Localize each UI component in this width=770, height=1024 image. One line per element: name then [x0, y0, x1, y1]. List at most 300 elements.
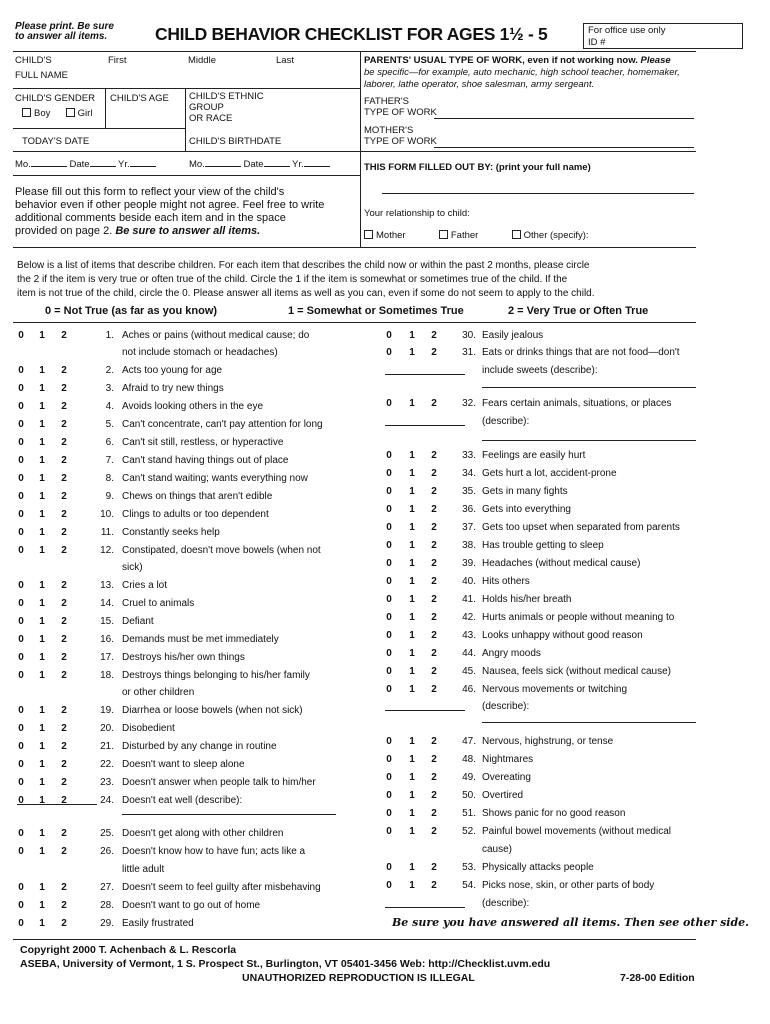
score-0[interactable]: 0: [386, 648, 392, 659]
score-2[interactable]: 2: [61, 670, 67, 681]
rel-father-checkbox[interactable]: [439, 230, 448, 239]
checklist-item-20: [14, 723, 354, 741]
score-1[interactable]: 1: [39, 527, 45, 538]
score-1[interactable]: 1: [39, 882, 45, 893]
item-number: 13.: [100, 580, 114, 591]
score-1[interactable]: 1: [409, 808, 415, 819]
item-text: Easily frustrated: [122, 918, 194, 929]
item-number: 33.: [462, 450, 476, 461]
todays-date-fields[interactable]: Mo. Date Yr.: [15, 158, 156, 170]
score-2[interactable]: 2: [431, 540, 437, 551]
score-2[interactable]: 2: [61, 795, 67, 806]
score-1[interactable]: 1: [39, 437, 45, 448]
score-1[interactable]: 1: [39, 383, 45, 394]
score-1[interactable]: 1: [409, 862, 415, 873]
score-0[interactable]: 0: [18, 509, 24, 520]
item-number: 8.: [105, 473, 114, 484]
checklist-item-13: [14, 580, 354, 598]
score-2[interactable]: 2: [431, 666, 437, 677]
score-0[interactable]: 0: [386, 790, 392, 801]
item-number: 51.: [462, 808, 476, 819]
score-1[interactable]: 1: [409, 754, 415, 765]
checklist-item-26: [14, 846, 354, 864]
item-number: 32.: [462, 398, 476, 409]
item-number: 12.: [100, 545, 114, 556]
score-0[interactable]: 0: [386, 862, 392, 873]
office-use-box: [583, 23, 743, 49]
score-2[interactable]: 2: [431, 450, 437, 461]
checklist-item-continuation: [14, 347, 354, 365]
checklist-item-14: [14, 598, 354, 616]
score-1[interactable]: 1: [39, 705, 45, 716]
score-2[interactable]: 2: [61, 846, 67, 857]
item-number: 31.: [462, 347, 476, 358]
score-1[interactable]: 1: [39, 491, 45, 502]
score-2[interactable]: 2: [61, 741, 67, 752]
score-0[interactable]: 0: [18, 777, 24, 788]
item-text: Gets too upset when separated from parents: [482, 522, 680, 533]
checklist-item-3: [14, 383, 354, 401]
score-0[interactable]: 0: [18, 882, 24, 893]
mother-work-field[interactable]: [434, 147, 694, 148]
checklist-item-23: [14, 777, 354, 795]
score-0[interactable]: 0: [386, 558, 392, 569]
score-2[interactable]: 2: [431, 486, 437, 497]
score-0[interactable]: 0: [386, 594, 392, 605]
score-0[interactable]: 0: [386, 576, 392, 587]
score-2[interactable]: 2: [431, 862, 437, 873]
instructions-below: Below is a list of items that describe children. For each item that describes the child now or within the past 2 months, please circle the 2 if the item is very true or often true of the child. Circle the 1 if the item is somewhat or sometimes true of the child. If the item is not true of the child, circle the 0. Please answer all items as well as you can, even if some do not seem to apply to the child.: [17, 260, 595, 299]
score-0[interactable]: 0: [18, 723, 24, 734]
relationship-options: Mother Father Other (specify):: [364, 230, 589, 241]
score-1[interactable]: 1: [409, 558, 415, 569]
score-0[interactable]: 0: [386, 347, 392, 358]
score-2[interactable]: 2: [431, 684, 437, 695]
middle-name-label: Middle: [188, 55, 216, 66]
score-0[interactable]: 0: [386, 880, 392, 891]
score-2[interactable]: 2: [61, 330, 67, 341]
score-1[interactable]: 1: [39, 777, 45, 788]
score-0[interactable]: 0: [18, 705, 24, 716]
checklist-item-50: [382, 790, 702, 808]
item-text: Fears certain animals, situations, or places: [482, 398, 672, 409]
parents-work-heading: PARENTS' USUAL TYPE OF WORK, even if not working now. Please: [364, 55, 671, 66]
item-number: 9.: [105, 491, 114, 502]
score-2[interactable]: 2: [431, 558, 437, 569]
score-2[interactable]: 2: [431, 522, 437, 533]
checklist-item-37: [382, 522, 702, 540]
score-2[interactable]: 2: [61, 419, 67, 430]
filled-by-field[interactable]: [382, 193, 694, 194]
score-2[interactable]: 2: [431, 772, 437, 783]
score-1[interactable]: 1: [409, 612, 415, 623]
item-text: Shows panic for no good reason: [482, 808, 626, 819]
score-2[interactable]: 2: [431, 880, 437, 891]
item-number: 7.: [105, 455, 114, 466]
birthdate-fields[interactable]: Mo. Date Yr.: [189, 158, 330, 170]
score-0[interactable]: 0: [386, 450, 392, 461]
score-1[interactable]: 1: [409, 398, 415, 409]
score-0[interactable]: 0: [18, 491, 24, 502]
score-2[interactable]: 2: [61, 828, 67, 839]
checklist-item-28: [14, 900, 354, 918]
score-2[interactable]: 2: [61, 365, 67, 376]
item-text: Disturbed by any change in routine: [122, 741, 277, 752]
score-1[interactable]: 1: [409, 540, 415, 551]
score-2[interactable]: 2: [61, 723, 67, 734]
item-number: 39.: [462, 558, 476, 569]
score-0[interactable]: 0: [18, 580, 24, 591]
score-2[interactable]: 2: [61, 383, 67, 394]
copyright: Copyright 2000 T. Achenbach & L. Rescorla: [20, 944, 237, 956]
edition: 7-28-00 Edition: [620, 972, 695, 984]
score-0[interactable]: 0: [18, 918, 24, 929]
item-text: Overeating: [482, 772, 531, 783]
checklist-item-19: [14, 705, 354, 723]
rel-mother-checkbox[interactable]: [364, 230, 373, 239]
score-1[interactable]: 1: [39, 741, 45, 752]
score-0[interactable]: 0: [386, 468, 392, 479]
describe-field[interactable]: [385, 701, 465, 711]
describe-field[interactable]: [385, 365, 465, 375]
score-2[interactable]: 2: [61, 455, 67, 466]
score-1[interactable]: 1: [409, 880, 415, 891]
score-2[interactable]: 2: [431, 576, 437, 587]
checklist-item-34: [382, 468, 702, 486]
score-1[interactable]: 1: [409, 504, 415, 515]
checklist-item-continuation: [382, 365, 702, 383]
checklist-item-40: [382, 576, 702, 594]
item-text: Constipated, doesn't move bowels (when not: [122, 545, 321, 556]
score-1[interactable]: 1: [409, 772, 415, 783]
item-number: 2.: [105, 365, 114, 376]
item-number: 45.: [462, 666, 476, 677]
item-number: 10.: [100, 509, 114, 520]
checklist-item-continuation: [382, 416, 702, 434]
score-1[interactable]: 1: [409, 826, 415, 837]
item-number: 27.: [100, 882, 114, 893]
item-number: 14.: [100, 598, 114, 609]
gender-options: Boy Girl: [22, 108, 92, 119]
checklist-item-42: [382, 612, 702, 630]
score-1[interactable]: 1: [39, 652, 45, 663]
item-text: Gets hurt a lot, accident-prone: [482, 468, 617, 479]
item-31-extra-line[interactable]: [482, 387, 696, 388]
item-text: Nightmares: [482, 754, 534, 765]
score-0[interactable]: 0: [386, 684, 392, 695]
score-2[interactable]: 2: [431, 398, 437, 409]
score-2[interactable]: 2: [431, 736, 437, 747]
item-text: Doesn't eat well (describe):: [122, 795, 243, 806]
item-number: 40.: [462, 576, 476, 587]
checklist-item-30: [382, 330, 702, 348]
instruction-note: [15, 22, 114, 42]
checklist-item-7: [14, 455, 354, 473]
item-number: 22.: [100, 759, 114, 770]
score-0[interactable]: 0: [386, 504, 392, 515]
score-0[interactable]: 0: [18, 365, 24, 376]
item-number: 5.: [105, 419, 114, 430]
score-0[interactable]: 0: [386, 826, 392, 837]
item-text: Doesn't want to sleep alone: [122, 759, 245, 770]
checklist-item-25: [14, 828, 354, 846]
instruction-line-1: Please print. Be sure: [15, 21, 114, 32]
score-2[interactable]: 2: [61, 473, 67, 484]
checklist-item-9: [14, 491, 354, 509]
describe-field[interactable]: [385, 416, 465, 426]
item-number: 38.: [462, 540, 476, 551]
item-24-extra-line[interactable]: [122, 814, 336, 815]
score-1[interactable]: 1: [39, 846, 45, 857]
item-text: (describe):: [482, 701, 530, 712]
score-2[interactable]: 2: [61, 777, 67, 788]
father-work-label: FATHER'S TYPE OF WORK: [364, 96, 437, 118]
score-2[interactable]: 2: [61, 652, 67, 663]
score-0[interactable]: 0: [18, 330, 24, 341]
score-0[interactable]: 0: [386, 772, 392, 783]
item-32-extra-line[interactable]: [482, 440, 696, 441]
score-0[interactable]: 0: [386, 330, 392, 341]
score-1[interactable]: 1: [409, 576, 415, 587]
score-2[interactable]: 2: [61, 527, 67, 538]
score-2[interactable]: 2: [61, 918, 67, 929]
score-1[interactable]: 1: [409, 666, 415, 677]
score-0[interactable]: 0: [386, 522, 392, 533]
score-0[interactable]: 0: [386, 612, 392, 623]
item-number: 34.: [462, 468, 476, 479]
score-2[interactable]: 2: [431, 330, 437, 341]
item-text: Looks unhappy without good reason: [482, 630, 643, 641]
score-1[interactable]: 1: [39, 401, 45, 412]
work-hint-line-2: be specific—for example, auto mechanic, high school teacher, homemaker,: [364, 67, 680, 78]
checklist-item-32: [382, 398, 702, 416]
item-text: Destroys his/her own things: [122, 652, 245, 663]
score-2[interactable]: 2: [431, 347, 437, 358]
item-number: 41.: [462, 594, 476, 605]
describe-field[interactable]: [385, 898, 465, 908]
score-1[interactable]: 1: [39, 330, 45, 341]
score-0[interactable]: 0: [18, 401, 24, 412]
score-2[interactable]: 2: [61, 598, 67, 609]
score-2[interactable]: 2: [61, 491, 67, 502]
item-text: Constantly seeks help: [122, 527, 220, 538]
item-text: Easily jealous: [482, 330, 544, 341]
score-2[interactable]: 2: [61, 900, 67, 911]
score-2[interactable]: 2: [61, 634, 67, 645]
score-1[interactable]: 1: [39, 723, 45, 734]
score-2[interactable]: 2: [431, 612, 437, 623]
score-2[interactable]: 2: [61, 437, 67, 448]
score-2[interactable]: 2: [61, 616, 67, 627]
score-1[interactable]: 1: [39, 918, 45, 929]
checklist-item-38: [382, 540, 702, 558]
score-1[interactable]: 1: [409, 630, 415, 641]
score-2[interactable]: 2: [431, 468, 437, 479]
score-0[interactable]: 0: [18, 545, 24, 556]
gender-label: CHILD'S GENDER: [15, 93, 95, 104]
girl-checkbox[interactable]: [66, 108, 75, 117]
score-2[interactable]: 2: [431, 648, 437, 659]
score-0[interactable]: 0: [18, 634, 24, 645]
item-text: (describe):: [482, 898, 530, 909]
score-1[interactable]: 1: [39, 580, 45, 591]
item-text: cause): [482, 844, 513, 855]
checklist-item-31: [382, 347, 702, 365]
checklist-item-24: [14, 795, 354, 813]
item-text: Afraid to try new things: [122, 383, 224, 394]
score-0[interactable]: 0: [18, 437, 24, 448]
checklist-item-51: [382, 808, 702, 826]
score-2[interactable]: 2: [431, 594, 437, 605]
father-work-field[interactable]: [434, 118, 694, 119]
item-text: Clings to adults or too dependent: [122, 509, 269, 520]
item-number: 18.: [100, 670, 114, 681]
score-0[interactable]: 0: [18, 419, 24, 430]
score-0[interactable]: 0: [386, 666, 392, 677]
item-number: 11.: [100, 527, 114, 538]
item-text: Diarrhea or loose bowels (when not sick): [122, 705, 303, 716]
item-text: Disobedient: [122, 723, 175, 734]
item-text: Gets into everything: [482, 504, 571, 515]
item-text: Eats or drinks things that are not food—don't: [482, 347, 680, 358]
score-1[interactable]: 1: [409, 790, 415, 801]
item-text: Has trouble getting to sleep: [482, 540, 604, 551]
score-0[interactable]: 0: [18, 383, 24, 394]
score-0[interactable]: 0: [18, 759, 24, 770]
item-number: 47.: [462, 736, 476, 747]
score-0[interactable]: 0: [18, 527, 24, 538]
item-text: Feelings are easily hurt: [482, 450, 586, 461]
item-46-extra-line[interactable]: [482, 722, 696, 723]
checklist-item-46: [382, 684, 702, 702]
score-1[interactable]: 1: [39, 598, 45, 609]
todays-date-label: TODAY'S DATE: [22, 136, 90, 147]
checklist-item-2: [14, 365, 354, 383]
item-text: Defiant: [122, 616, 154, 627]
score-0[interactable]: 0: [18, 828, 24, 839]
score-1[interactable]: 1: [409, 522, 415, 533]
score-1[interactable]: 1: [39, 670, 45, 681]
score-0[interactable]: 0: [18, 795, 24, 806]
checklist-item-39: [382, 558, 702, 576]
score-0[interactable]: 0: [18, 652, 24, 663]
score-1[interactable]: 1: [409, 347, 415, 358]
rel-other-checkbox[interactable]: [512, 230, 521, 239]
score-2[interactable]: 2: [431, 754, 437, 765]
item-number: 44.: [462, 648, 476, 659]
score-0[interactable]: 0: [18, 670, 24, 681]
item-text: Can't concentrate, can't pay attention for long: [122, 419, 323, 430]
score-2[interactable]: 2: [61, 705, 67, 716]
score-0[interactable]: 0: [18, 900, 24, 911]
score-2[interactable]: 2: [431, 630, 437, 641]
score-1[interactable]: 1: [409, 594, 415, 605]
score-1[interactable]: 1: [39, 419, 45, 430]
checklist-item-35: [382, 486, 702, 504]
item-text: Nausea, feels sick (without medical cause): [482, 666, 671, 677]
boy-checkbox[interactable]: [22, 108, 31, 117]
instruction-line-2: to answer all items.: [15, 31, 108, 42]
score-1[interactable]: 1: [409, 486, 415, 497]
scale-somewhat-true: 1 = Somewhat or Sometimes True: [288, 305, 464, 317]
id-label: ID #: [588, 37, 606, 48]
score-2[interactable]: 2: [431, 826, 437, 837]
score-0[interactable]: 0: [18, 846, 24, 857]
score-0[interactable]: 0: [18, 455, 24, 466]
score-0[interactable]: 0: [386, 808, 392, 819]
work-hint-line-3: laborer, lathe operator, shoe salesman, army sergeant.: [364, 79, 595, 90]
score-0[interactable]: 0: [386, 398, 392, 409]
item-number: 24.: [100, 795, 114, 806]
score-0[interactable]: 0: [386, 540, 392, 551]
scale-not-true: 0 = Not True (as far as you know): [45, 305, 218, 317]
score-0[interactable]: 0: [386, 486, 392, 497]
checklist-item-4: [14, 401, 354, 419]
score-1[interactable]: 1: [39, 900, 45, 911]
item-text: Aches or pains (without medical cause; do: [122, 330, 310, 341]
item-number: 1.: [105, 330, 114, 341]
score-1[interactable]: 1: [39, 473, 45, 484]
score-2[interactable]: 2: [431, 808, 437, 819]
item-text: Doesn't seem to feel guilty after misbehaving: [122, 882, 321, 893]
checklist-item-45: [382, 666, 702, 684]
score-1[interactable]: 1: [409, 330, 415, 341]
score-0[interactable]: 0: [386, 630, 392, 641]
score-0[interactable]: 0: [386, 736, 392, 747]
mother-work-label: MOTHER'S TYPE OF WORK: [364, 125, 437, 147]
score-0[interactable]: 0: [18, 473, 24, 484]
score-1[interactable]: 1: [409, 648, 415, 659]
score-1[interactable]: 1: [39, 616, 45, 627]
item-number: 23.: [100, 777, 114, 788]
checklist-item-continuation: [14, 562, 354, 580]
score-2[interactable]: 2: [61, 882, 67, 893]
score-1[interactable]: 1: [39, 455, 45, 466]
score-2[interactable]: 2: [61, 580, 67, 591]
score-0[interactable]: 0: [18, 741, 24, 752]
item-text: Cries a lot: [122, 580, 168, 591]
score-1[interactable]: 1: [409, 450, 415, 461]
checklist-item-27: [14, 882, 354, 900]
score-2[interactable]: 2: [431, 790, 437, 801]
score-2[interactable]: 2: [61, 545, 67, 556]
score-1[interactable]: 1: [39, 545, 45, 556]
score-2[interactable]: 2: [61, 401, 67, 412]
score-0[interactable]: 0: [18, 616, 24, 627]
score-2[interactable]: 2: [61, 509, 67, 520]
score-1[interactable]: 1: [39, 759, 45, 770]
item-text: Hits others: [482, 576, 530, 587]
score-1[interactable]: 1: [39, 795, 45, 806]
score-1[interactable]: 1: [39, 828, 45, 839]
aseba-address: ASEBA, University of Vermont, 1 S. Prospect St., Burlington, VT 05401-3456 Web: http://Checklist.uvm.edu: [20, 958, 551, 970]
item-number: 49.: [462, 772, 476, 783]
score-1[interactable]: 1: [409, 684, 415, 695]
score-1[interactable]: 1: [39, 509, 45, 520]
score-1[interactable]: 1: [39, 365, 45, 376]
score-2[interactable]: 2: [431, 504, 437, 515]
checklist-item-52: [382, 826, 702, 844]
checklist-item-41: [382, 594, 702, 612]
score-1[interactable]: 1: [409, 736, 415, 747]
score-1[interactable]: 1: [39, 634, 45, 645]
score-1[interactable]: 1: [409, 468, 415, 479]
item-text: little adult: [122, 864, 165, 875]
score-2[interactable]: 2: [61, 759, 67, 770]
score-0[interactable]: 0: [386, 754, 392, 765]
item-text: Doesn't get along with other children: [122, 828, 284, 839]
score-0[interactable]: 0: [18, 598, 24, 609]
